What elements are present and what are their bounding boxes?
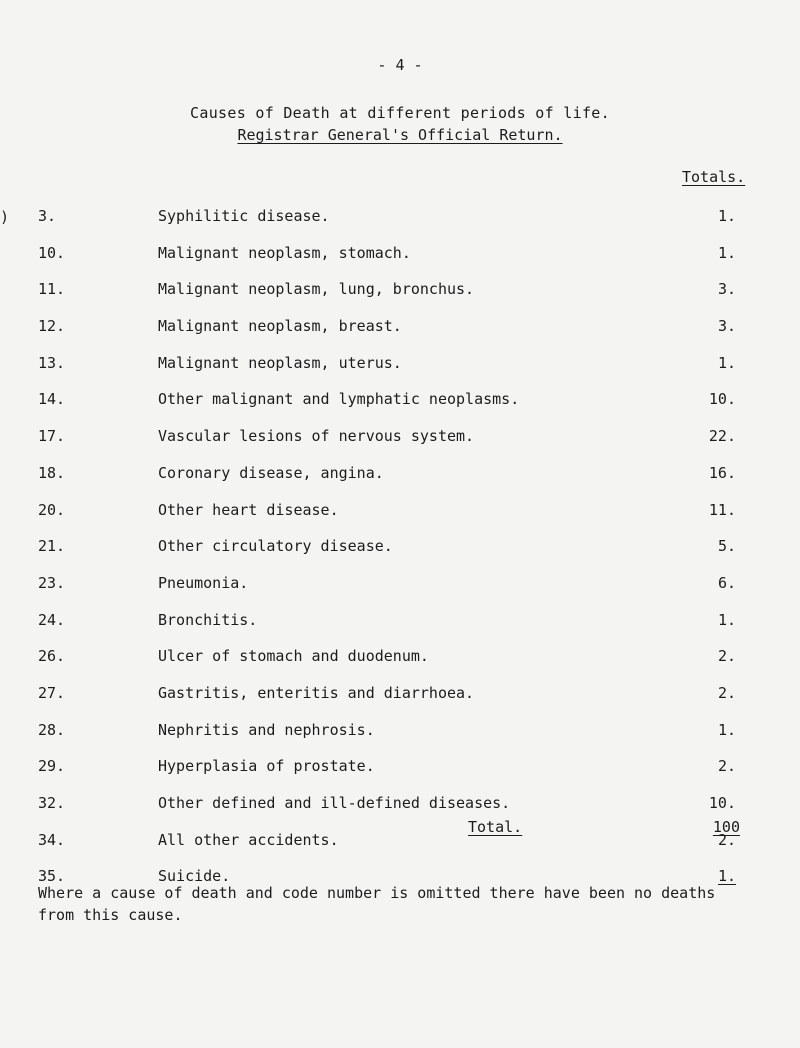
cause-total: 2.: [717, 757, 736, 776]
cause-code: 17.: [38, 427, 66, 446]
cause-name: Suicide.: [158, 867, 231, 886]
cause-name: Ulcer of stomach and duodenum.: [158, 647, 429, 666]
footnote: Where a cause of death and code number is omitted there have been no deaths from this cause.: [38, 884, 716, 924]
subtitle-text: Registrar General's Official Return.: [237, 126, 563, 144]
cause-code: 24.: [38, 610, 66, 629]
table-row: [0, 427, 800, 464]
cause-code: 12.: [38, 317, 66, 336]
cause-name: Other defined and ill-defined diseases.: [158, 794, 511, 812]
cause-total: 1.: [717, 353, 736, 372]
cause-total: 2.: [717, 683, 736, 702]
cause-total: 10.: [708, 794, 736, 812]
table-row: [0, 721, 800, 758]
cause-code: 14.: [38, 390, 66, 409]
page-number: - 4 -: [377, 56, 423, 74]
cause-name: Malignant neoplasm, stomach.: [158, 243, 411, 262]
cause-total: 6.: [717, 573, 736, 592]
cause-name: Malignant neoplasm, breast.: [158, 317, 402, 336]
margin-mark: ): [0, 208, 10, 226]
table-row: [0, 317, 800, 354]
cause-name: Coronary disease, angina.: [158, 463, 384, 482]
cause-code: 3.: [38, 207, 57, 225]
cause-code: 21.: [38, 537, 66, 556]
cause-name: Other heart disease.: [158, 500, 339, 519]
cause-code: 27.: [38, 683, 66, 702]
cause-total: 1.: [717, 243, 736, 262]
table-row: [0, 244, 800, 281]
table-row: [0, 354, 800, 391]
cause-total: 5.: [717, 537, 736, 556]
table-row: [0, 831, 800, 868]
cause-total: 2.: [717, 647, 736, 666]
cause-name: Other circulatory disease.: [158, 537, 393, 556]
cause-total: 1.: [717, 207, 736, 225]
cause-name: Pneumonia.: [158, 573, 249, 592]
table-row: [0, 464, 800, 501]
table-row: [0, 207, 800, 244]
cause-code: 26.: [38, 647, 66, 666]
cause-name: Nephritis and nephrosis.: [158, 720, 375, 739]
grand-total-label: Total.: [468, 818, 523, 836]
page-title: Causes of Death at different periods of life.: [190, 104, 610, 122]
cause-total: 11.: [708, 500, 736, 519]
cause-name: All other accidents.: [158, 830, 339, 849]
cause-name: Vascular lesions of nervous system.: [158, 427, 475, 446]
causes-table: [0, 207, 800, 904]
cause-code: 13.: [38, 353, 66, 372]
table-row: [0, 390, 800, 427]
cause-total: 2.: [717, 830, 736, 849]
cause-total: 3.: [717, 280, 736, 299]
cause-total: 1.: [717, 610, 736, 629]
page-subtitle: [0, 126, 800, 144]
cause-total: 1.: [717, 720, 736, 739]
cause-name: Gastritis, enteritis and diarrhoea.: [158, 683, 475, 702]
cause-total: 22.: [708, 427, 736, 446]
table-row: [0, 280, 800, 317]
table-row: [0, 537, 800, 574]
cause-name: Hyperplasia of prostate.: [158, 757, 375, 776]
cause-name: Syphilitic disease.: [158, 207, 330, 225]
cause-code: 18.: [38, 463, 66, 482]
table-row: [0, 574, 800, 611]
table-row: [0, 611, 800, 648]
cause-code: 32.: [38, 794, 66, 812]
table-row: [0, 757, 800, 794]
cause-total: 3.: [717, 317, 736, 336]
cause-total: 1.: [717, 867, 736, 886]
table-row: [0, 684, 800, 721]
cause-total: 10.: [708, 390, 736, 409]
grand-total-value: 100: [712, 818, 740, 836]
table-row: [0, 647, 800, 684]
cause-total: 16.: [708, 463, 736, 482]
cause-code: 35.: [38, 867, 66, 886]
cause-name: Other malignant and lymphatic neoplasms.: [158, 390, 520, 409]
cause-code: 11.: [38, 280, 66, 299]
cause-code: 29.: [38, 757, 66, 776]
totals-column-header: Totals.: [682, 168, 746, 186]
cause-code: 34.: [38, 830, 66, 849]
cause-code: 23.: [38, 573, 66, 592]
cause-code: 20.: [38, 500, 66, 519]
cause-name: Bronchitis.: [158, 610, 258, 629]
cause-code: 10.: [38, 243, 66, 262]
cause-name: Malignant neoplasm, uterus.: [158, 353, 402, 372]
cause-code: 28.: [38, 720, 66, 739]
cause-name: Malignant neoplasm, lung, bronchus.: [158, 280, 475, 299]
table-row: [0, 501, 800, 538]
